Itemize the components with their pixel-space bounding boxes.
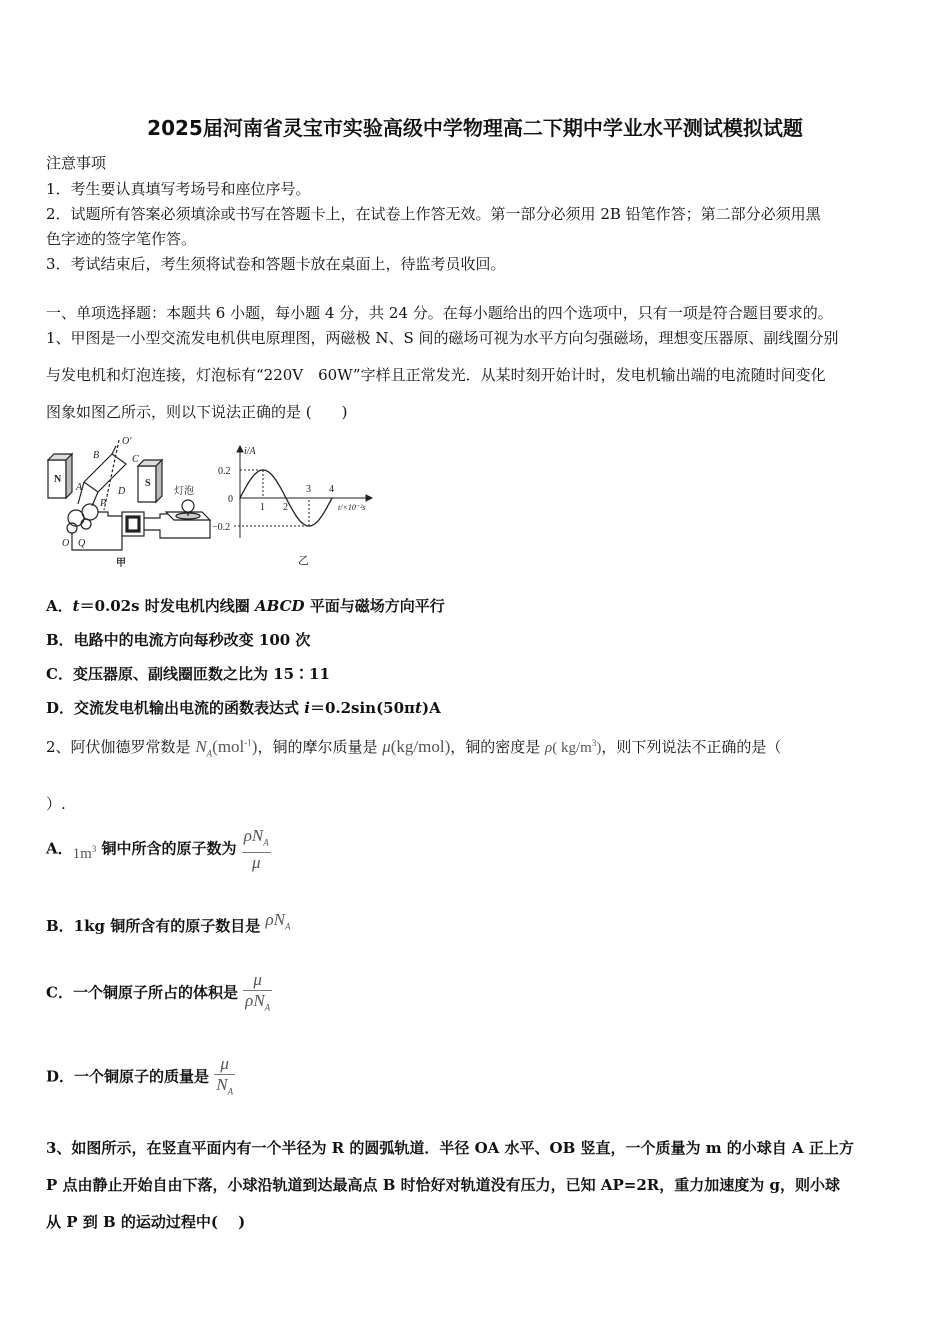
q2-mu: μ(kg/mol) [382,737,451,756]
q3-line-3: 从 P 到 B 的运动过程中( ) [46,1213,246,1231]
q2-option-c-label: C．一个铜原子所占的体积是 [46,983,244,1002]
q3-line-2: P 点由静止开始自由下落，小球沿轨道到达最高点 B 时恰好对轨道没有压力，已知 AP=2R，重力加速度为 g，则小球 [46,1176,840,1194]
q2-option-d[interactable] [46,1054,235,1101]
data-point [308,525,310,527]
q1-option-d-mid: ＝0.2sin(50π [309,699,416,717]
notice-item-3: 3．考试结束后，考生须将试卷和答题卡放在桌面上，待监考员收回。 [46,255,506,273]
figure-generator-diagram [42,432,217,572]
data-point [331,497,333,499]
q2-option-a[interactable] [46,826,271,873]
q1-line-2: 与发电机和灯泡连接，灯泡标有“220V 60W”字样且正常发光．从某时刻开始计时，发电机输出端的电流随时间变化 [46,366,826,384]
label-c: C [132,454,139,465]
q1-option-a-rest: 平面与磁场方向平行 [304,597,445,615]
q1-option-d-t: t [415,699,422,717]
q1-option-a-abcd: ABCD [255,597,305,615]
y-tick-label: 0 [228,494,233,505]
caption-yi: 乙 [298,555,309,567]
q2-text-1: 2、阿伏伽德罗常数是 [46,738,196,756]
q2-option-b[interactable] [46,910,291,937]
data-point [239,497,241,499]
q1-line-1: 1、甲图是一小型交流发电机供电原理图，两磁极 N、S 间的磁场可视为水平方向匀强磁场，理想变压器原、副线圈分别 [46,329,839,347]
label-lamp: 灯泡 [174,486,194,497]
x-tick-label: 2 [283,502,288,513]
y-tick-label: −0.2 [212,522,231,533]
q2-rho: ρ( $kg/m^3$) [545,738,602,756]
notice-item-2: 2．试题所有答案必须填涂或书写在答题卡上，在试卷上作答无效。第一部分必须用 2B 铅笔作答；第二部分必须用黑 [46,205,821,223]
q1-option-c[interactable]: C．变压器原、副线圈匝数之比为 15∶11 [46,665,330,683]
label-n: N [54,474,62,485]
q2-text-2: ，铜的摩尔质量是 [257,738,383,756]
label-o-prime: O' [122,436,132,447]
q2-stem [46,736,781,758]
exam-title: 2025届河南省灵宝市实验高级中学物理高二下期中学业水平测试模拟试题 [147,116,803,140]
q2-text-3: ，铜的密度是 [450,738,546,756]
notice-heading: 注意事项 [46,154,107,172]
q2-option-d-label: D．一个铜原子的质量是 [46,1067,215,1086]
label-p: P [100,498,107,509]
q2-option-a-text: 铜中所含的原子数为 [96,839,242,858]
x-tick-label: 1 [260,502,265,513]
q2-option-b-expr: $\rho N_A$ [265,910,291,932]
q2-text-4: ，则下列说法不正确的是（ [601,738,782,756]
q2-stem-end: ）. [46,795,66,813]
q1-option-d-var: i [304,699,310,717]
y-axis-label: i/A [244,446,256,457]
notice-item-1: 1．考生要认真填写考场号和座位序号。 [46,180,311,198]
label-s: S [145,478,151,489]
label-b: B [93,450,100,461]
section-heading: 一、单项选择题：本题共 6 小题，每小题 4 分，共 24 分。在每小题给出的四个选项中，只有一项是符合题目要求的。 [46,304,833,322]
y-tick-label: 0.2 [218,466,231,477]
q2-option-b-label: B．1kg 铜所含有的原子数目是 [46,917,266,935]
caption-jia: 甲 [116,558,126,569]
q1-option-a-var: t [72,597,80,615]
x-tick-label: 4 [329,484,334,495]
label-a: A [76,482,83,493]
q2-option-c[interactable] [46,970,272,1017]
q1-option-a-text: ＝0.02s 时发电机内线圈 [79,597,256,615]
q2-option-a-fraction: $\frac{\rho N_A}{\mu}$ [243,826,269,873]
q2-option-d-fraction: $\frac{\mu}{N_A}$ [216,1054,234,1097]
x-axis-arrow [366,495,372,501]
data-point [285,497,287,499]
q2-option-c-fraction: $\frac{\mu}{\rho N_A}$ [245,970,271,1013]
label-q: Q [78,538,86,549]
q3-line-1: 3、如图所示，在竖直平面内有一个半径为 R 的圆弧轨道．半径 OA 水平、OB 竖直，一个质量为 m 的小球自 A 正上方 [46,1139,854,1157]
figure-current-graph [210,440,380,570]
q1-option-d-label: D．交流发电机输出电流的函数表达式 [46,699,305,717]
q1-option-a[interactable] [46,595,445,616]
q1-option-d-rest: )A [421,699,441,717]
q1-option-a-label: A． [46,597,73,615]
label-o: O [62,538,70,549]
label-d: D [118,486,126,497]
q1-line-3: 图象如图乙所示，则以下说法正确的是 ( ) [46,403,348,421]
q2-na: $N_A(mol^{-1})$ [195,737,258,759]
x-axis-label: t/×10⁻²s [338,503,366,512]
notice-item-2-cont: 色字迹的签字笔作答。 [46,230,197,248]
q2-option-a-label: A． [46,839,73,858]
data-point [262,469,264,471]
q1-option-d[interactable] [46,697,441,718]
q2-option-a-m: $1m^3$ [72,843,97,862]
y-axis-arrow [237,446,243,452]
q1-option-b[interactable]: B．电路中的电流方向每秒改变 100 次 [46,631,311,649]
x-tick-label: 3 [306,484,311,495]
